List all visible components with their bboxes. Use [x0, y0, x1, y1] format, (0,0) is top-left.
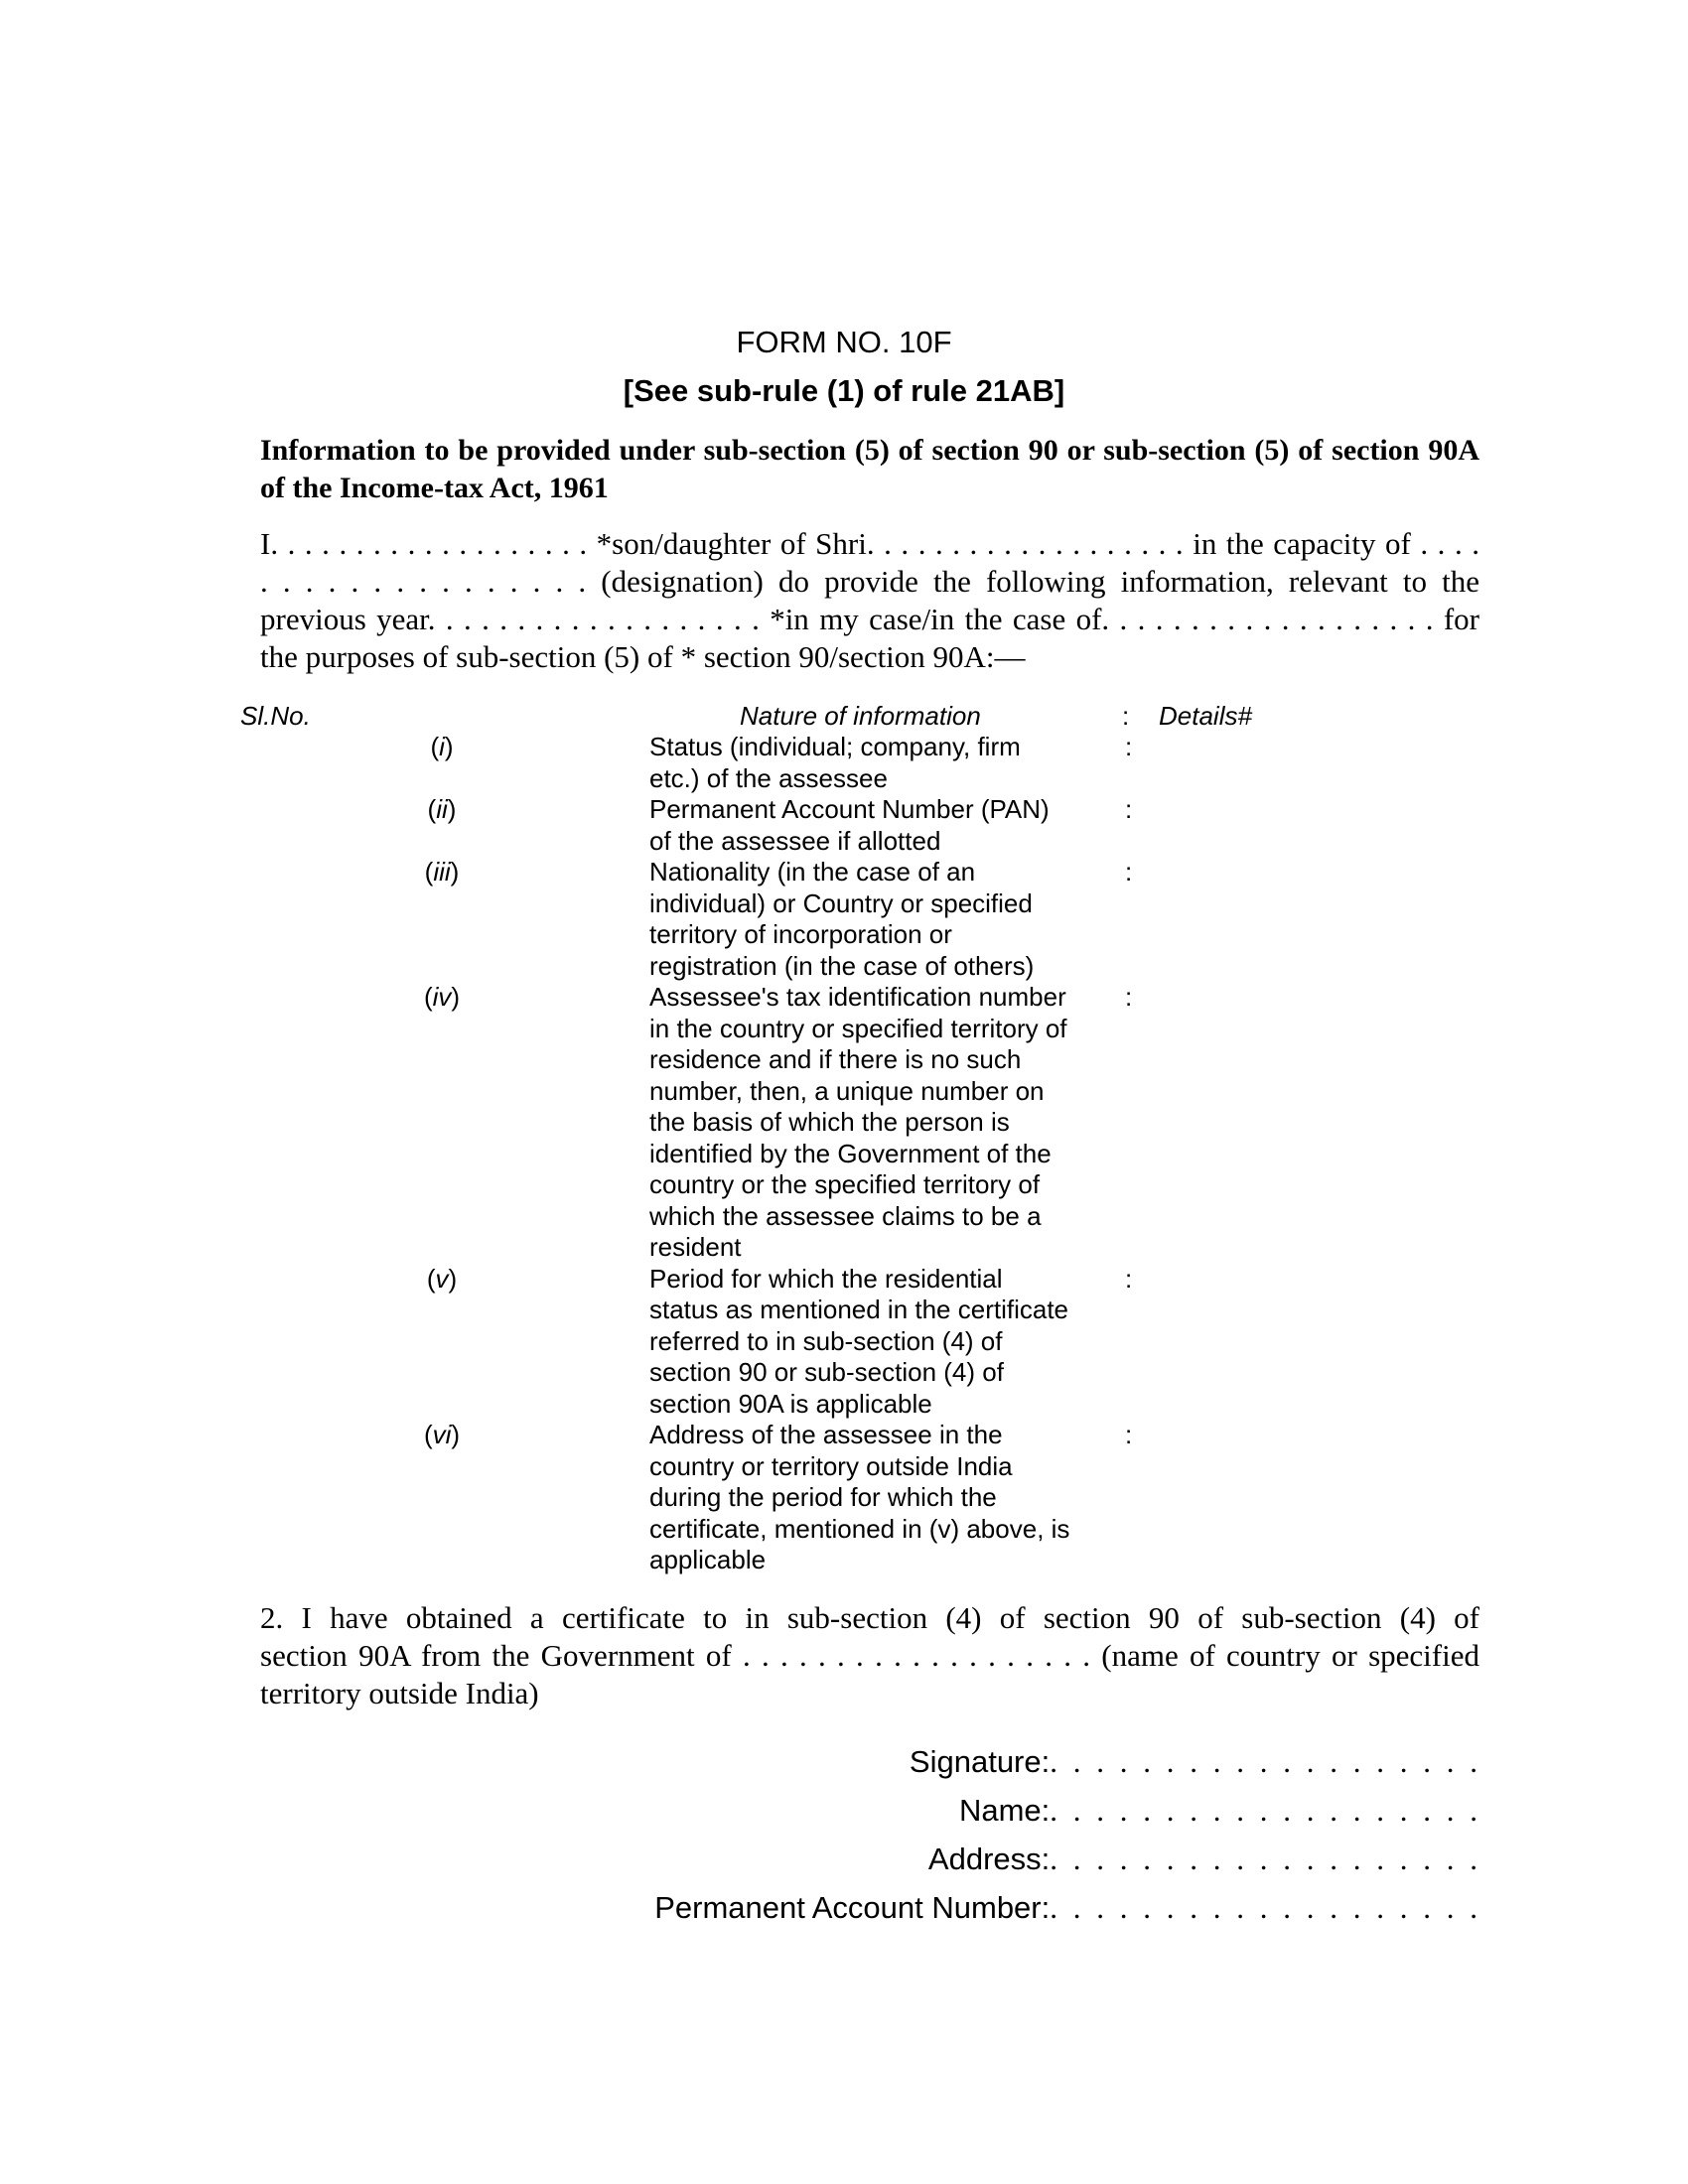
pan-label: Permanent Account Number: — [654, 1889, 1051, 1925]
row-text-line: which the assessee claims to be a — [649, 1200, 1042, 1231]
row-text-line: status as mentioned in the certificate — [649, 1295, 1069, 1324]
declaration-line-1: I. . . . . . . . . . . . . . . . . . . *son/daughter of Shri. . . . . . . . . . . . . . . . . . . in the capacity of . . . . — [260, 526, 1479, 561]
row-text-line: territory of incorporation or — [649, 919, 952, 949]
row-sl-no: (iii) — [424, 857, 460, 887]
header-colon: : — [1122, 701, 1130, 731]
table-row — [0, 982, 1688, 1264]
row-text-line: residence and if there is no such — [649, 1044, 1022, 1074]
row-sl-no: (iv) — [423, 982, 461, 1012]
declaration-line-2: . . . . . . . . . . . . . . . (designation) do provide the following information, relevant to the — [260, 564, 1479, 599]
row-text-line: identified by the Government of the — [649, 1138, 1052, 1168]
row-nature-of-information — [649, 1420, 1116, 1576]
row-text-line: country or the specified territory of — [649, 1169, 1041, 1199]
row-text-line: section 90 or sub-section (4) of — [649, 1357, 1004, 1387]
paragraph-2-line-3: territory outside India) — [260, 1676, 539, 1710]
signature-blank[interactable]: . . . . . . . . . . . . . . . . . . . — [1050, 1743, 1481, 1779]
row-nature-of-information — [649, 794, 1116, 857]
name-label: Name: — [958, 1792, 1051, 1828]
declaration-paragraph — [260, 525, 1479, 676]
row-sl-numeral: iii — [433, 857, 451, 887]
address-field — [596, 1835, 1481, 1883]
paragraph-2 — [260, 1599, 1479, 1712]
row-text-line: referred to in sub-section (4) of — [649, 1325, 1003, 1356]
row-nature-of-information — [649, 982, 1116, 1264]
address-label: Address: — [927, 1841, 1051, 1876]
row-text-line: the basis of which the person is — [649, 1107, 1010, 1137]
header-details: Details# — [1159, 701, 1252, 731]
row-text-line: country or territory outside India — [649, 1450, 1013, 1481]
row-sl-no: (v) — [426, 1263, 458, 1294]
row-colon: : — [1125, 982, 1133, 1012]
signature-field — [596, 1737, 1481, 1786]
row-text-line: Period for which the residential — [649, 1263, 1003, 1294]
row-nature-of-information — [649, 1264, 1116, 1421]
pan-blank[interactable]: . . . . . . . . . . . . . . . . . . . — [1050, 1889, 1481, 1925]
row-sl-no: (vi) — [423, 1420, 461, 1449]
row-text-line: of the assessee if allotted — [649, 825, 941, 856]
form-title: FORM NO. 10F — [736, 325, 952, 359]
row-text-line: resident — [649, 1232, 742, 1262]
row-text-line: number, then, a unique number on — [649, 1075, 1045, 1106]
row-sl-numeral: iv — [432, 982, 452, 1012]
row-sl-no: (ii) — [427, 794, 457, 824]
row-text-line: Permanent Account Number (PAN) — [649, 794, 1050, 824]
table-row — [0, 1420, 1688, 1576]
row-text-line: Nationality (in the case of an — [649, 857, 976, 887]
row-text-line: Address of the assessee in the — [649, 1420, 1003, 1449]
row-colon: : — [1125, 794, 1133, 824]
paragraph-2-line-1: 2. I have obtained a certificate to in sub-section (4) of section 90 of sub-section (4) of — [260, 1600, 1479, 1635]
signature-block — [596, 1737, 1481, 1932]
row-nature-of-information — [649, 857, 1116, 982]
row-sl-no: (i) — [430, 732, 454, 761]
row-text-line: registration (in the case of others) — [649, 950, 1035, 981]
table-row — [0, 857, 1688, 982]
table-row — [0, 1264, 1688, 1421]
form-heading: Information to be provided under sub-section (5) of section 90 or sub-section (5) of section 90A of the Income-tax Act, 1961 — [260, 434, 1479, 504]
row-sl-numeral: i — [439, 732, 445, 761]
row-colon: : — [1125, 857, 1133, 887]
row-colon: : — [1125, 1420, 1133, 1449]
row-sl-numeral: ii — [436, 794, 448, 824]
row-nature-of-information — [649, 732, 1116, 794]
row-text-line: in the country or specified territory of — [649, 1013, 1067, 1043]
name-field — [596, 1786, 1481, 1835]
row-sl-numeral: vi — [432, 1420, 452, 1449]
address-blank[interactable]: . . . . . . . . . . . . . . . . . . . — [1050, 1841, 1481, 1876]
pan-field — [596, 1883, 1481, 1932]
name-blank[interactable]: . . . . . . . . . . . . . . . . . . . — [1050, 1792, 1481, 1828]
declaration-line-3: previous year. . . . . . . . . . . . . . . . . . . *in my case/in the case of. . . . . . . . . . . . . . . . . . . for — [260, 602, 1479, 636]
row-sl-numeral: v — [435, 1263, 449, 1294]
row-text-line: Assessee's tax identification number — [649, 982, 1066, 1012]
table-row — [0, 794, 1688, 857]
header-nature: Nature of information — [740, 701, 981, 731]
declaration-line-4: the purposes of sub-section (5) of * section 90/section 90A:— — [260, 639, 1026, 674]
row-text-line: during the period for which the — [649, 1482, 997, 1512]
row-text-line: Status (individual; company, firm — [649, 732, 1021, 761]
row-text-line: applicable — [649, 1545, 767, 1574]
row-text-line: section 90A is applicable — [649, 1388, 932, 1419]
table-row — [0, 732, 1688, 794]
paragraph-2-line-2: section 90A from the Government of . . . . . . . . . . . . . . . . . . . (name of country or specified — [260, 1638, 1479, 1673]
row-colon: : — [1125, 1263, 1133, 1294]
row-text-line: etc.) of the assessee — [649, 762, 888, 793]
row-text-line: individual) or Country or specified — [649, 887, 1033, 918]
signature-label: Signature: — [909, 1743, 1051, 1779]
row-colon: : — [1125, 732, 1133, 761]
row-text-line: certificate, mentioned in (v) above, is — [649, 1513, 1070, 1544]
form-subtitle: [See sub-rule (1) of rule 21AB] — [623, 373, 1065, 408]
header-sl-no: Sl.No. — [240, 701, 311, 731]
